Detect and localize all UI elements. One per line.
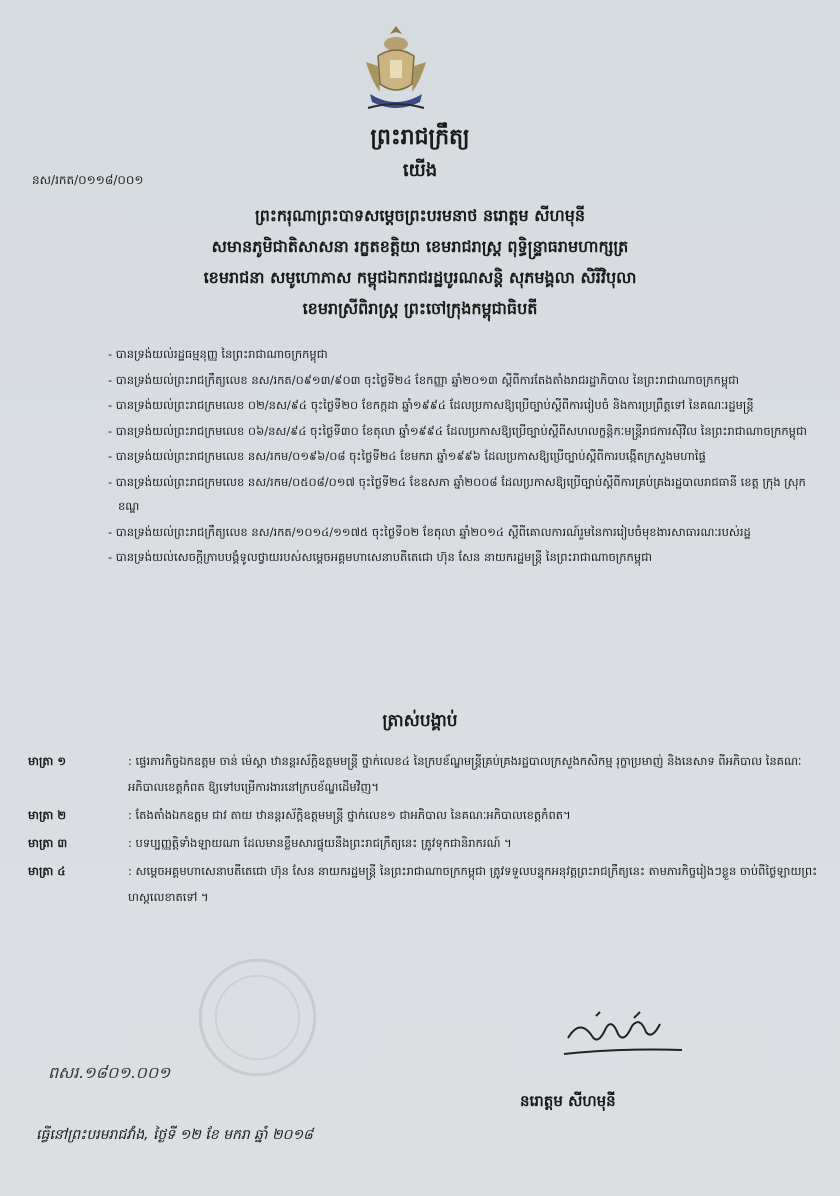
- consideration-item: - បានទ្រង់យល់ព្រះរាជក្រឹត្យលេខ នស/រកត/១០១៤/១១៧៥ ចុះថ្ងៃទី០២ ខែតុលា ឆ្នាំ២០១៤ ស្តីពីគោលការណ៍រួមនៃការរៀបចំមុខងារសាធារណៈរបស់រដ្ឋ: [108, 524, 751, 539]
- consideration-item: - បានទ្រង់យល់ព្រះរាជក្រឹត្យលេខ នស/រកត/០៩១៣/៩០៣ ចុះថ្ងៃទី២៤ ខែកញ្ញា ឆ្នាំ២០១៣ ស្តីពីការតែងតាំងរាជរដ្ឋាភិបាល នៃព្រះរាជាណាចក្រកម្ពុជា: [108, 372, 740, 387]
- decree-heading: ត្រាស់បង្គាប់: [382, 711, 458, 731]
- article-label: មាត្រា ២: [28, 808, 67, 822]
- king-title-line-3: ខេមរាជនា សមូហោភាស កម្ពុជឯករាជរដ្ឋបូរណសន្តិ សុភមង្គលា សិរីវិបុលា: [203, 268, 637, 287]
- consideration-item: - បានទ្រង់យល់ព្រះរាជក្រមលេខ ០២/នស/៩៤ ចុះថ្ងៃទី២០ ខែកក្កដា ឆ្នាំ១៩៩៤ ដែលប្រកាសឱ្យប្រើច្បាប់ស្តីពីការរៀបចំ និងការប្រព្រឹត្តទៅ នៃគណៈរដ្ឋមន្ត្រី: [108, 398, 754, 412]
- articles-section: [28, 748, 818, 912]
- page-subtitle: យើង: [402, 160, 438, 181]
- reference-number: នស/រកត/០១១៨/០០១: [32, 173, 144, 187]
- king-title-line-2: សមានភូមិជាតិសាសនា រក្ខតខត្តិយា ខេមរាជរាស្ត្រ ពុទ្ធិន្ទ្រាធរាមហាក្សត្រ: [211, 237, 629, 256]
- page-title: ព្រះរាជក្រឹត្យ: [370, 125, 470, 150]
- article-label: មាត្រា ១: [28, 754, 67, 768]
- consideration-item: - បានទ្រង់យល់សេចក្តីក្រាបបង្គំទូលថ្វាយរបស់សម្តេចអគ្គមហាសេនាបតីតេជោ ហ៊ុន សែន នាយករដ្ឋមន្ត្រី នៃព្រះរាជាណាចក្រកម្ពុជា: [108, 550, 653, 564]
- article-label: មាត្រា ៣: [28, 836, 68, 850]
- consideration-item: - បានទ្រង់យល់ព្រះរាជក្រមលេខ ០៦/នស/៩៤ ចុះថ្ងៃទី៣០ ខែតុលា ឆ្នាំ១៩៩៤ ដែលប្រកាសឱ្យប្រើច្បាប់ស្តីពីសហលក្ខន្តិកៈមន្ត្រីរាជការស៊ីវិល នៃព្រះរាជាណាចក្រកម្ពុជា: [108, 423, 807, 438]
- king-title-line-4: ខេមរាស្រីពិរាស្ត្រ ព្រះចៅក្រុងកម្ពុជាធិបតី: [302, 299, 538, 318]
- article-3: [28, 830, 818, 856]
- consideration-item: - បានទ្រង់យល់រដ្ឋធម្មនុញ្ញ នៃព្រះរាជាណាចក្រកម្ពុជា: [108, 347, 328, 361]
- article-label: មាត្រា ៤: [28, 864, 66, 878]
- signer-name: នរោត្តម សីហមុនី: [520, 1092, 616, 1110]
- consideration-item: - បានទ្រង់យល់ព្រះរាជក្រមលេខ នស/រកម/០១៩៦/០៨ ចុះថ្ងៃទី២៤ ខែមករា ឆ្នាំ១៩៩៦ ដែលប្រកាសឱ្យប្រើច្បាប់ស្តីពីការបង្កើតក្រសួងមហាផ្ទៃ: [108, 449, 706, 463]
- article-1: [28, 748, 818, 800]
- article-text: : ផ្ទេរភារកិច្ចឯកឧត្តម ចាន់ ម៉េស្គា ឋានន្តរស័ក្តិឧត្តមមន្ត្រី ថ្នាក់លេខ៤ នៃក្របខ័ណ្ឌមន្ត្រីគ្រប់គ្រងរដ្ឋបាលក្រសួងកសិកម្ម រុក្ខាប្រមាញ់ និងនេសាទ ពីអភិបាល នៃគណៈអភិបាលខេត្តកំពត ឱ្យទៅបម្រើការងារនៅក្របខ័ណ្ឌដើមវិញ។: [128, 754, 802, 794]
- article-text: : តែងតាំងឯកឧត្តម ជាវ តាយ ឋានន្តរស័ក្តិឧត្តមមន្ត្រី ថ្នាក់លេខ១ ជាអភិបាល នៃគណៈអភិបាលខេត្តកំពត។: [128, 808, 571, 822]
- article-text: : បទប្បញ្ញត្តិទាំងឡាយណា ដែលមានខ្លឹមសារផ្ទុយនឹងព្រះរាជក្រឹត្យនេះ ត្រូវទុកជានិរាករណ៍ ។: [128, 836, 512, 850]
- king-title-line-1: ព្រះករុណាព្រះបាទសម្តេចព្រះបរមនាថ នរោត្តម សីហមុនី: [254, 206, 586, 225]
- royal-signature-icon: [560, 1010, 690, 1060]
- article-2: [28, 802, 818, 828]
- faded-seal-icon: [195, 955, 320, 1080]
- article-text: : សម្តេចអគ្គមហាសេនាបតីតេជោ ហ៊ុន សែន នាយករដ្ឋមន្ត្រី នៃព្រះរាជាណាចក្រកម្ពុជា ត្រូវទទួលបន្ទុកអនុវត្តព្រះរាជក្រឹត្យនេះ តាមភារកិច្ចរៀងៗខ្លួន ចាប់ពីថ្ងៃឡាយព្រះហស្តលេខាតទៅ ។: [128, 864, 818, 904]
- consideration-item: - បានទ្រង់យល់ព្រះរាជក្រមលេខ នស/រកម/០៥០៨/០១៧ ចុះថ្ងៃទី២៤ ខែឧសភា ឆ្នាំ២០០៨ ដែលប្រកាសឱ្យប្រើច្បាប់ស្តីពីការគ្រប់គ្រងរដ្ឋបាលរាជធានី ខេត្ត ក្រុង ស្រុក ខណ្ឌ: [108, 474, 806, 513]
- royal-coat-of-arms-icon: [356, 22, 436, 112]
- article-4: [28, 858, 818, 910]
- considerations-list: [108, 342, 808, 571]
- handwritten-reference: ពសរ.១៨០១.០០១: [48, 1063, 171, 1082]
- date-line: ធ្វើនៅព្រះបរមរាជវាំង, ថ្ងៃទី ១២ ខែ មករា ឆ្នាំ ២០១៨: [36, 1127, 313, 1143]
